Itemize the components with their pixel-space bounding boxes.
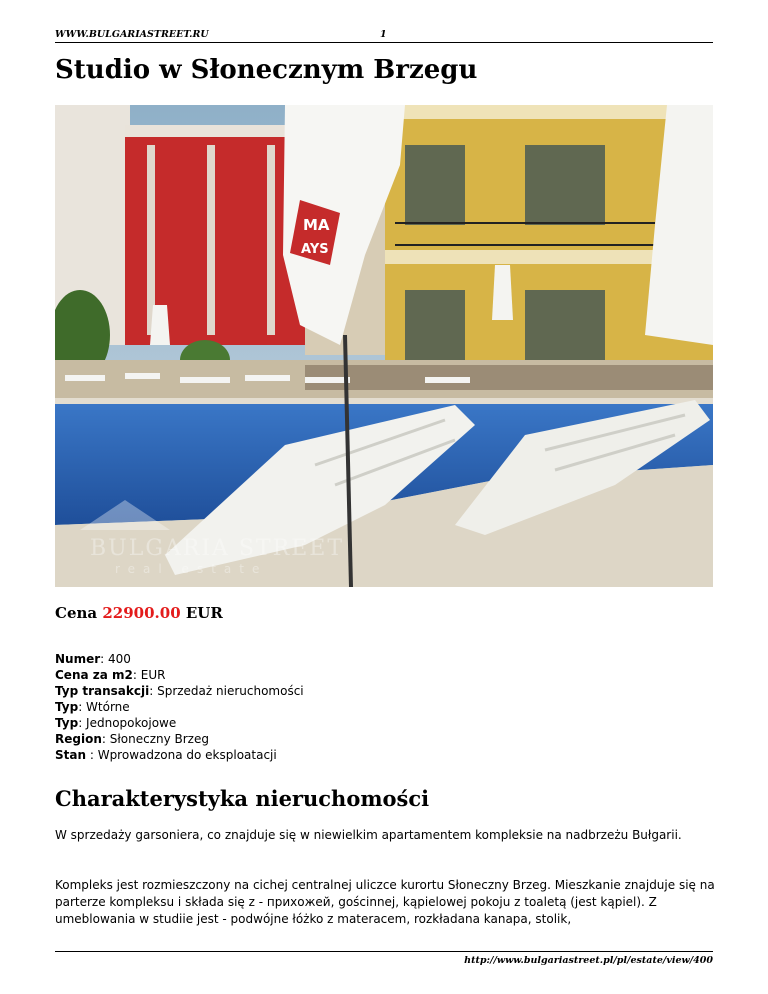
detail-label: Typ xyxy=(55,716,79,730)
detail-row: Typ: Wtórne xyxy=(55,700,130,714)
site-name: WWW.BULGARIASTREET.RU xyxy=(55,29,209,40)
detail-label: Region xyxy=(55,732,102,746)
detail-label: Typ transakcji xyxy=(55,684,150,698)
detail-label: Stan xyxy=(55,748,87,762)
detail-value: 400 xyxy=(108,652,131,666)
price-label: Cena xyxy=(55,604,98,622)
watermark-subtext: real estate xyxy=(115,562,268,576)
detail-row: Stan : Wprowadzona do eksploatacji xyxy=(55,748,277,762)
property-photo xyxy=(55,105,713,587)
detail-row: Typ transakcji: Sprzedaż nieruchomości xyxy=(55,684,304,698)
page-title: Studio w Słonecznym Brzegu xyxy=(55,55,478,85)
page-number: 1 xyxy=(380,29,387,40)
detail-value: Sprzedaż nieruchomości xyxy=(157,684,304,698)
detail-value: Słoneczny Brzeg xyxy=(109,732,209,746)
detail-value: Wprowadzona do eksploatacji xyxy=(97,748,277,762)
watermark-text: BULGARIA STREET xyxy=(90,536,345,561)
detail-row: Region: Słoneczny Brzeg xyxy=(55,732,209,746)
detail-label: Numer xyxy=(55,652,101,666)
page-header xyxy=(55,28,713,43)
footer-url: http://www.bulgariastreet.pl/pl/estate/view/400 xyxy=(464,955,713,966)
detail-value: EUR xyxy=(140,668,166,682)
umbrella-text-1: MA xyxy=(303,216,330,234)
umbrella-text-2: AYS xyxy=(301,242,329,257)
detail-value: Wtórne xyxy=(86,700,130,714)
detail-label: Typ xyxy=(55,700,79,714)
page-footer xyxy=(55,951,713,966)
detail-row: Typ: Jednopokojowe xyxy=(55,716,177,730)
property-details xyxy=(55,651,304,763)
price-value: 22900.00 xyxy=(102,604,181,622)
description-paragraph-2: Kompleks jest rozmieszczony na cichej centralnej uliczce kurortu Słoneczny Brzeg. Mieszkanie znajduje się na parterze kompleksu i składa się z - прихожей, gościnnej, kąpielowej pokoju z toaletą (jest kąpiel). Z umeblowania w studiie jest - podwójne łóżko z materacem, rozkładana kanapa, stolik, xyxy=(55,878,715,926)
description-paragraph-1: W sprzedaży garsoniera, co znajduje się w niewielkim apartamentem kompleksie na nadbrzeżu Bułgarii. xyxy=(55,828,682,842)
detail-value: Jednopokojowe xyxy=(86,716,177,730)
price-line xyxy=(55,604,223,622)
detail-row: Cena za m2: EUR xyxy=(55,668,166,682)
detail-label: Cena za m2 xyxy=(55,668,133,682)
section-title: Charakterystyka nieruchomości xyxy=(55,786,430,811)
price-currency: EUR xyxy=(185,604,223,622)
detail-row: Numer: 400 xyxy=(55,652,131,666)
